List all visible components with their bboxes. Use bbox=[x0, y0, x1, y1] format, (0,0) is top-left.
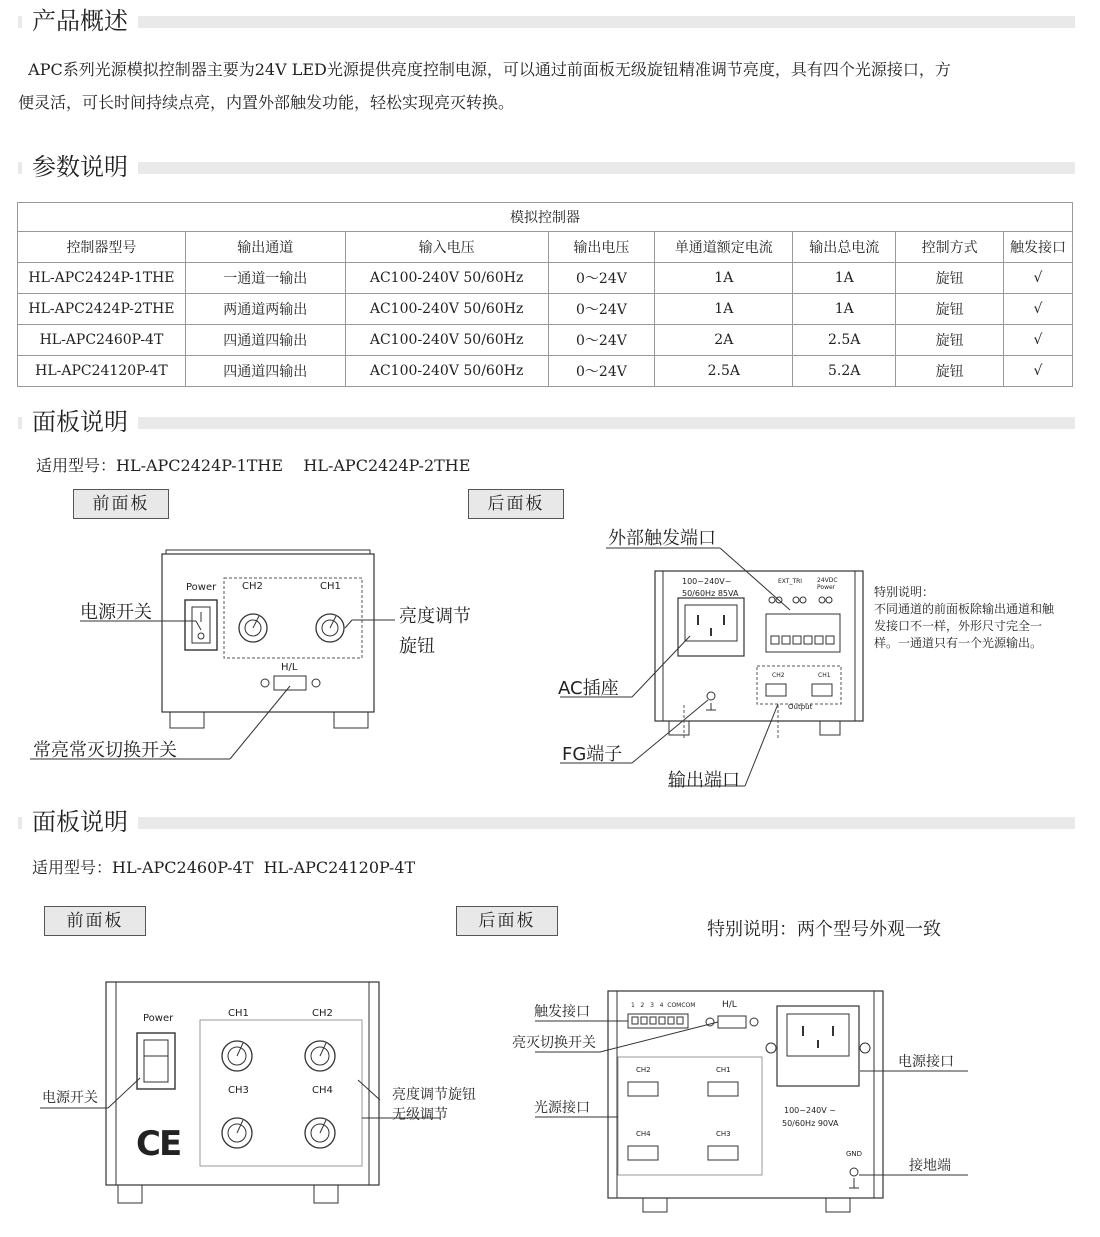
panel1-models: 适用型号：HL-APC2424P-1THE HL-APC2424P-2THE bbox=[36, 456, 471, 475]
rear-pins: 1 2 3 4 COMCOM bbox=[631, 1002, 696, 1009]
label-output: 输出端口 bbox=[668, 770, 740, 791]
rear-gnd: GND bbox=[846, 1150, 863, 1158]
table-cell: HL-APC24120P-4T bbox=[18, 356, 186, 387]
table-cell: 1A bbox=[655, 294, 793, 325]
power-label: Power bbox=[186, 582, 217, 593]
rear-output: Output bbox=[788, 703, 813, 711]
special-note-2: 特别说明：两个型号外观一致 bbox=[707, 919, 941, 940]
rear-ch2: CH2 bbox=[772, 672, 785, 679]
table-cell: √ bbox=[1004, 263, 1073, 294]
table-cell: AC100-240V 50/60Hz bbox=[345, 263, 548, 294]
rear-panel-tag: 后面板 bbox=[468, 489, 564, 519]
rear-24v: 24VDC Power bbox=[817, 577, 838, 591]
label-switch: 常亮常灭切换开关 bbox=[33, 740, 177, 761]
label-power-switch: 电源开关 bbox=[80, 602, 152, 623]
label-ac-socket: AC插座 bbox=[558, 678, 619, 699]
table-caption: 模拟控制器 bbox=[18, 203, 1073, 232]
label-knob-1: 亮度调节 bbox=[399, 606, 471, 627]
table-cell: HL-APC2460P-4T bbox=[18, 325, 186, 356]
note-line-1: 不同通道的前面板除输出通道和触 bbox=[874, 602, 1055, 616]
table-cell: 2.5A bbox=[793, 325, 896, 356]
table-header-cell: 输出通道 bbox=[185, 232, 345, 263]
label-power-port: 电源接口 bbox=[898, 1054, 954, 1070]
table-cell: 0～24V bbox=[548, 294, 655, 325]
rear-v2: 50/60Hz 90VA bbox=[782, 1119, 839, 1128]
rear-voltage-2: 50/60Hz 85VA bbox=[682, 589, 739, 598]
knob-icon bbox=[222, 1041, 252, 1071]
table-cell: 2.5A bbox=[655, 356, 793, 387]
rear-voltage-1: 100~240V~ bbox=[682, 577, 732, 586]
panel2-models: 适用型号：HL-APC2460P-4T HL-APC24120P-4T bbox=[32, 858, 416, 877]
table-cell: 0～24V bbox=[548, 325, 655, 356]
table-cell: 一通道一输出 bbox=[185, 263, 345, 294]
label-knob-2-2: 无级调节 bbox=[392, 1107, 448, 1123]
label-ext-trigger: 外部触发端口 bbox=[608, 528, 716, 549]
note-title: 特别说明： bbox=[874, 585, 935, 599]
table-cell: 0～24V bbox=[548, 356, 655, 387]
label-ground: 接地端 bbox=[909, 1158, 951, 1174]
table-header-cell: 触发接口 bbox=[1004, 232, 1073, 263]
table-cell: 1A bbox=[793, 294, 896, 325]
label-light-port: 光源接口 bbox=[534, 1100, 590, 1116]
label-trigger: 触发接口 bbox=[534, 1004, 590, 1020]
ch3-label-2: CH3 bbox=[228, 1085, 249, 1096]
rear-ch1: CH1 bbox=[818, 672, 831, 679]
label-switch-2: 亮灭切换开关 bbox=[512, 1035, 596, 1051]
ch2-label-2: CH2 bbox=[312, 1008, 333, 1019]
table-header-cell: 控制器型号 bbox=[18, 232, 186, 263]
table-header-cell: 输出电压 bbox=[548, 232, 655, 263]
overview-line-2: 便灵活，可长时间持续点亮，内置外部触发功能，轻松实现亮灭转换。 bbox=[18, 93, 515, 112]
ch4-label-2: CH4 bbox=[312, 1085, 333, 1096]
table-cell: HL-APC2424P-2THE bbox=[18, 294, 186, 325]
rear-ch4-2: CH4 bbox=[636, 1130, 651, 1138]
table-cell: HL-APC2424P-1THE bbox=[18, 263, 186, 294]
ch1-label: CH1 bbox=[320, 581, 341, 592]
ch2-label: CH2 bbox=[242, 581, 263, 592]
label-fg: FG端子 bbox=[562, 744, 623, 765]
table-cell: 旋钮 bbox=[896, 356, 1004, 387]
ch1-label-2: CH1 bbox=[228, 1008, 249, 1019]
table-cell: √ bbox=[1004, 325, 1073, 356]
rear-ch1-2: CH1 bbox=[716, 1066, 731, 1074]
knob-icon bbox=[305, 1118, 335, 1148]
section-title-panel-1: 面板说明 bbox=[22, 407, 138, 437]
table-cell: 旋钮 bbox=[896, 294, 1004, 325]
ce-mark: CE bbox=[136, 1124, 181, 1164]
table-cell: 旋钮 bbox=[896, 263, 1004, 294]
table-cell: 5.2A bbox=[793, 356, 896, 387]
rear-ch3-2: CH3 bbox=[716, 1130, 731, 1138]
table-cell: AC100-240V 50/60Hz bbox=[345, 325, 548, 356]
rear-ext-tri: EXT_TRI bbox=[778, 578, 803, 585]
front-panel-tag-2: 前面板 bbox=[44, 906, 146, 936]
rear-v1: 100~240V ~ bbox=[784, 1106, 836, 1115]
section-title-overview: 产品概述 bbox=[22, 6, 138, 36]
rear-panel-tag-2: 后面板 bbox=[456, 906, 558, 936]
table-cell: 四通道四输出 bbox=[185, 325, 345, 356]
table-cell: √ bbox=[1004, 294, 1073, 325]
section-title-panel-2: 面板说明 bbox=[22, 807, 138, 837]
table-cell: 旋钮 bbox=[896, 325, 1004, 356]
label-knob-2-1: 亮度调节旋钮 bbox=[392, 1087, 476, 1103]
table-header-cell: 输出总电流 bbox=[793, 232, 896, 263]
label-power-switch-2: 电源开关 bbox=[42, 1090, 98, 1106]
hl-label: H/L bbox=[281, 662, 298, 673]
note-line-2: 发接口不一样，外形尺寸完全一 bbox=[874, 619, 1043, 633]
table-cell: 2A bbox=[655, 325, 793, 356]
section-title-params: 参数说明 bbox=[22, 152, 138, 182]
note-line-3: 样。一通道只有一个光源输出。 bbox=[874, 636, 1043, 650]
label-knob-2: 旋钮 bbox=[399, 636, 435, 657]
table-header-cell: 单通道额定电流 bbox=[655, 232, 793, 263]
table-cell: 两通道两输出 bbox=[185, 294, 345, 325]
table-cell: 1A bbox=[655, 263, 793, 294]
table-cell: 四通道四输出 bbox=[185, 356, 345, 387]
rear-hl: H/L bbox=[722, 1000, 737, 1010]
table-cell: 0～24V bbox=[548, 263, 655, 294]
table-cell: AC100-240V 50/60Hz bbox=[345, 294, 548, 325]
table-header-cell: 输入电压 bbox=[345, 232, 548, 263]
rear-ch2-2: CH2 bbox=[636, 1066, 651, 1074]
knob-icon bbox=[222, 1118, 252, 1148]
knob-icon bbox=[305, 1041, 335, 1071]
table-cell: AC100-240V 50/60Hz bbox=[345, 356, 548, 387]
table-cell: √ bbox=[1004, 356, 1073, 387]
power-label-2: Power bbox=[143, 1013, 174, 1024]
overview-line-1: APC系列光源模拟控制器主要为24V LED光源提供亮度控制电源，可以通过前面板无级旋钮精准调节亮度，具有四个光源接口，方 bbox=[18, 60, 951, 79]
table-header-cell: 控制方式 bbox=[896, 232, 1004, 263]
front-panel-tag: 前面板 bbox=[73, 489, 169, 519]
table-cell: 1A bbox=[793, 263, 896, 294]
